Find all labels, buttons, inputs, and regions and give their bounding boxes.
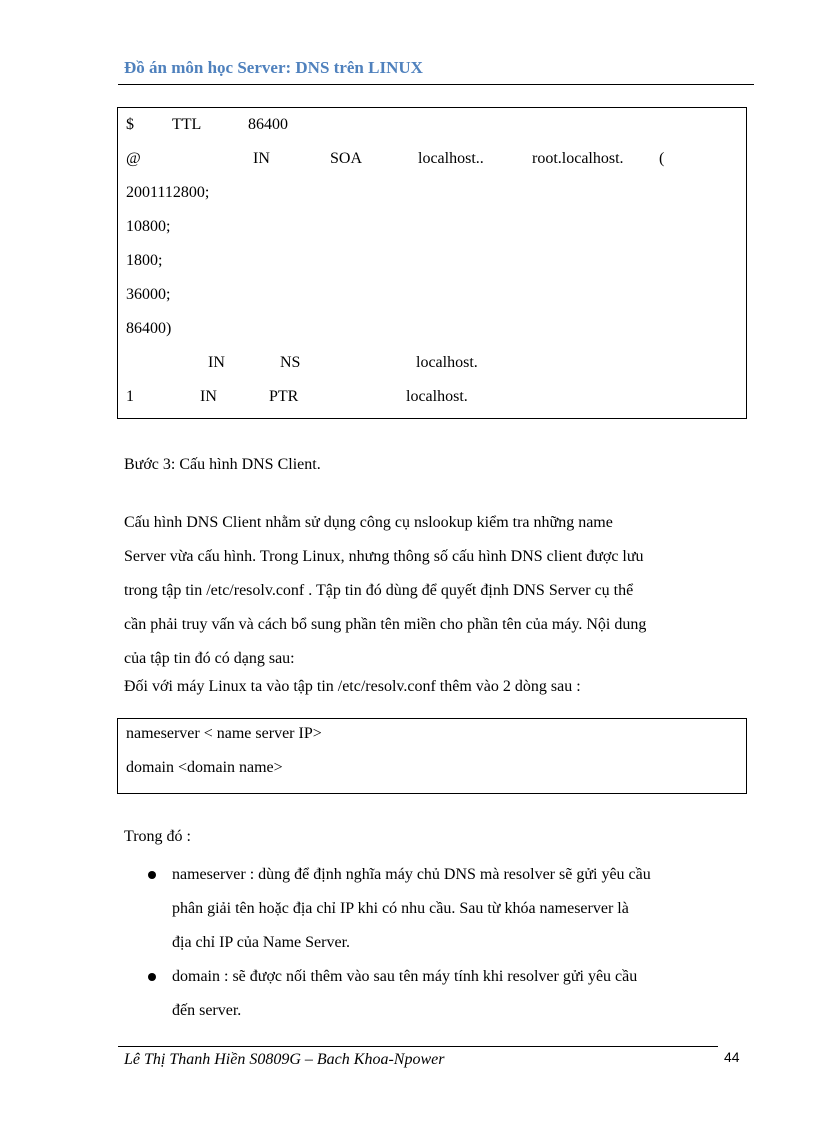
- page-number: 44: [724, 1049, 740, 1065]
- where-label: Trong đó :: [124, 828, 191, 845]
- zone-soa-ns: localhost..: [418, 150, 484, 167]
- bullet-line: đến server.: [172, 1002, 242, 1019]
- zone-row-soa: [126, 149, 726, 169]
- paragraph-line: Cấu hình DNS Client nhằm sử dụng công cụ nslookup kiểm tra những name: [124, 514, 613, 531]
- zone-ns-host: localhost.: [416, 354, 478, 371]
- bullet-dot-icon: [148, 871, 156, 879]
- bullet-line: nameserver : dùng để định nghĩa máy chủ DNS mà resolver sẽ gửi yêu cầu: [172, 866, 651, 883]
- zone-ttl-value: 86400: [248, 116, 288, 133]
- bullet-line: phân giải tên hoặc địa chỉ IP khi có nhu cầu. Sau từ khóa nameserver là: [172, 900, 629, 917]
- resolv-domain-line: domain <domain name>: [126, 759, 283, 776]
- footer-divider: [118, 1046, 718, 1047]
- zone-row-ns: [126, 353, 726, 373]
- zone-ptr-type: PTR: [269, 388, 299, 405]
- zone-soa-class: IN: [253, 150, 270, 167]
- zone-ns-type: NS: [280, 354, 301, 371]
- header-divider: [118, 84, 754, 85]
- zone-soa-type: SOA: [330, 150, 363, 167]
- bullet-line: domain : sẽ được nối thêm vào sau tên máy tính khi resolver gửi yêu cầu: [172, 968, 638, 985]
- paragraph-line: cần phải truy vấn và cách bổ sung phần tên miền cho phần tên của máy. Nội dung: [124, 616, 647, 633]
- bullet-line: địa chỉ IP của Name Server.: [172, 934, 351, 951]
- zone-refresh: 10800;: [126, 218, 171, 235]
- bullet-nameserver: [172, 858, 742, 960]
- header-title: Đồ án môn học Server: DNS trên LINUX: [124, 58, 423, 77]
- paragraph-line: của tập tin đó có dạng sau:: [124, 650, 295, 667]
- zone-ttl-label: TTL: [172, 116, 202, 133]
- bullet-domain: [172, 960, 742, 1028]
- resolv-nameserver-line: nameserver < name server IP>: [126, 725, 322, 742]
- zone-ptr-class: IN: [200, 388, 217, 405]
- bullet-dot-icon: [148, 973, 156, 981]
- zone-ptr-name: 1: [126, 388, 134, 405]
- zone-serial: 2001112800;: [126, 184, 210, 201]
- zone-minimum: 86400): [126, 320, 172, 337]
- paragraph-line: trong tập tin /etc/resolv.conf . Tập tin đó dùng để quyết định DNS Server cụ thể: [124, 582, 634, 599]
- zone-expire: 36000;: [126, 286, 171, 303]
- zone-file-box: [117, 107, 747, 419]
- linux-instruction: Đối với máy Linux ta vào tập tin /etc/resolv.conf thêm vào 2 dòng sau :: [124, 678, 581, 695]
- zone-at: @: [126, 150, 141, 167]
- footer-author: Lê Thị Thanh Hiền S0809G – Bach Khoa-Npower: [124, 1051, 445, 1068]
- zone-row-ttl: [126, 115, 726, 135]
- zone-ptr-host: localhost.: [406, 388, 468, 405]
- zone-retry: 1800;: [126, 252, 163, 269]
- dns-client-paragraph: [124, 506, 744, 676]
- zone-ns-class: IN: [208, 354, 225, 371]
- resolv-conf-box: [117, 718, 747, 794]
- zone-dollar: $: [126, 116, 134, 133]
- zone-soa-paren: (: [659, 150, 665, 167]
- zone-row-ptr: [126, 387, 726, 407]
- step3-title: Bước 3: Cấu hình DNS Client.: [124, 456, 321, 473]
- zone-soa-mail: root.localhost.: [532, 150, 624, 167]
- paragraph-line: Server vừa cấu hình. Trong Linux, nhưng thông số cấu hình DNS client được lưu: [124, 548, 644, 565]
